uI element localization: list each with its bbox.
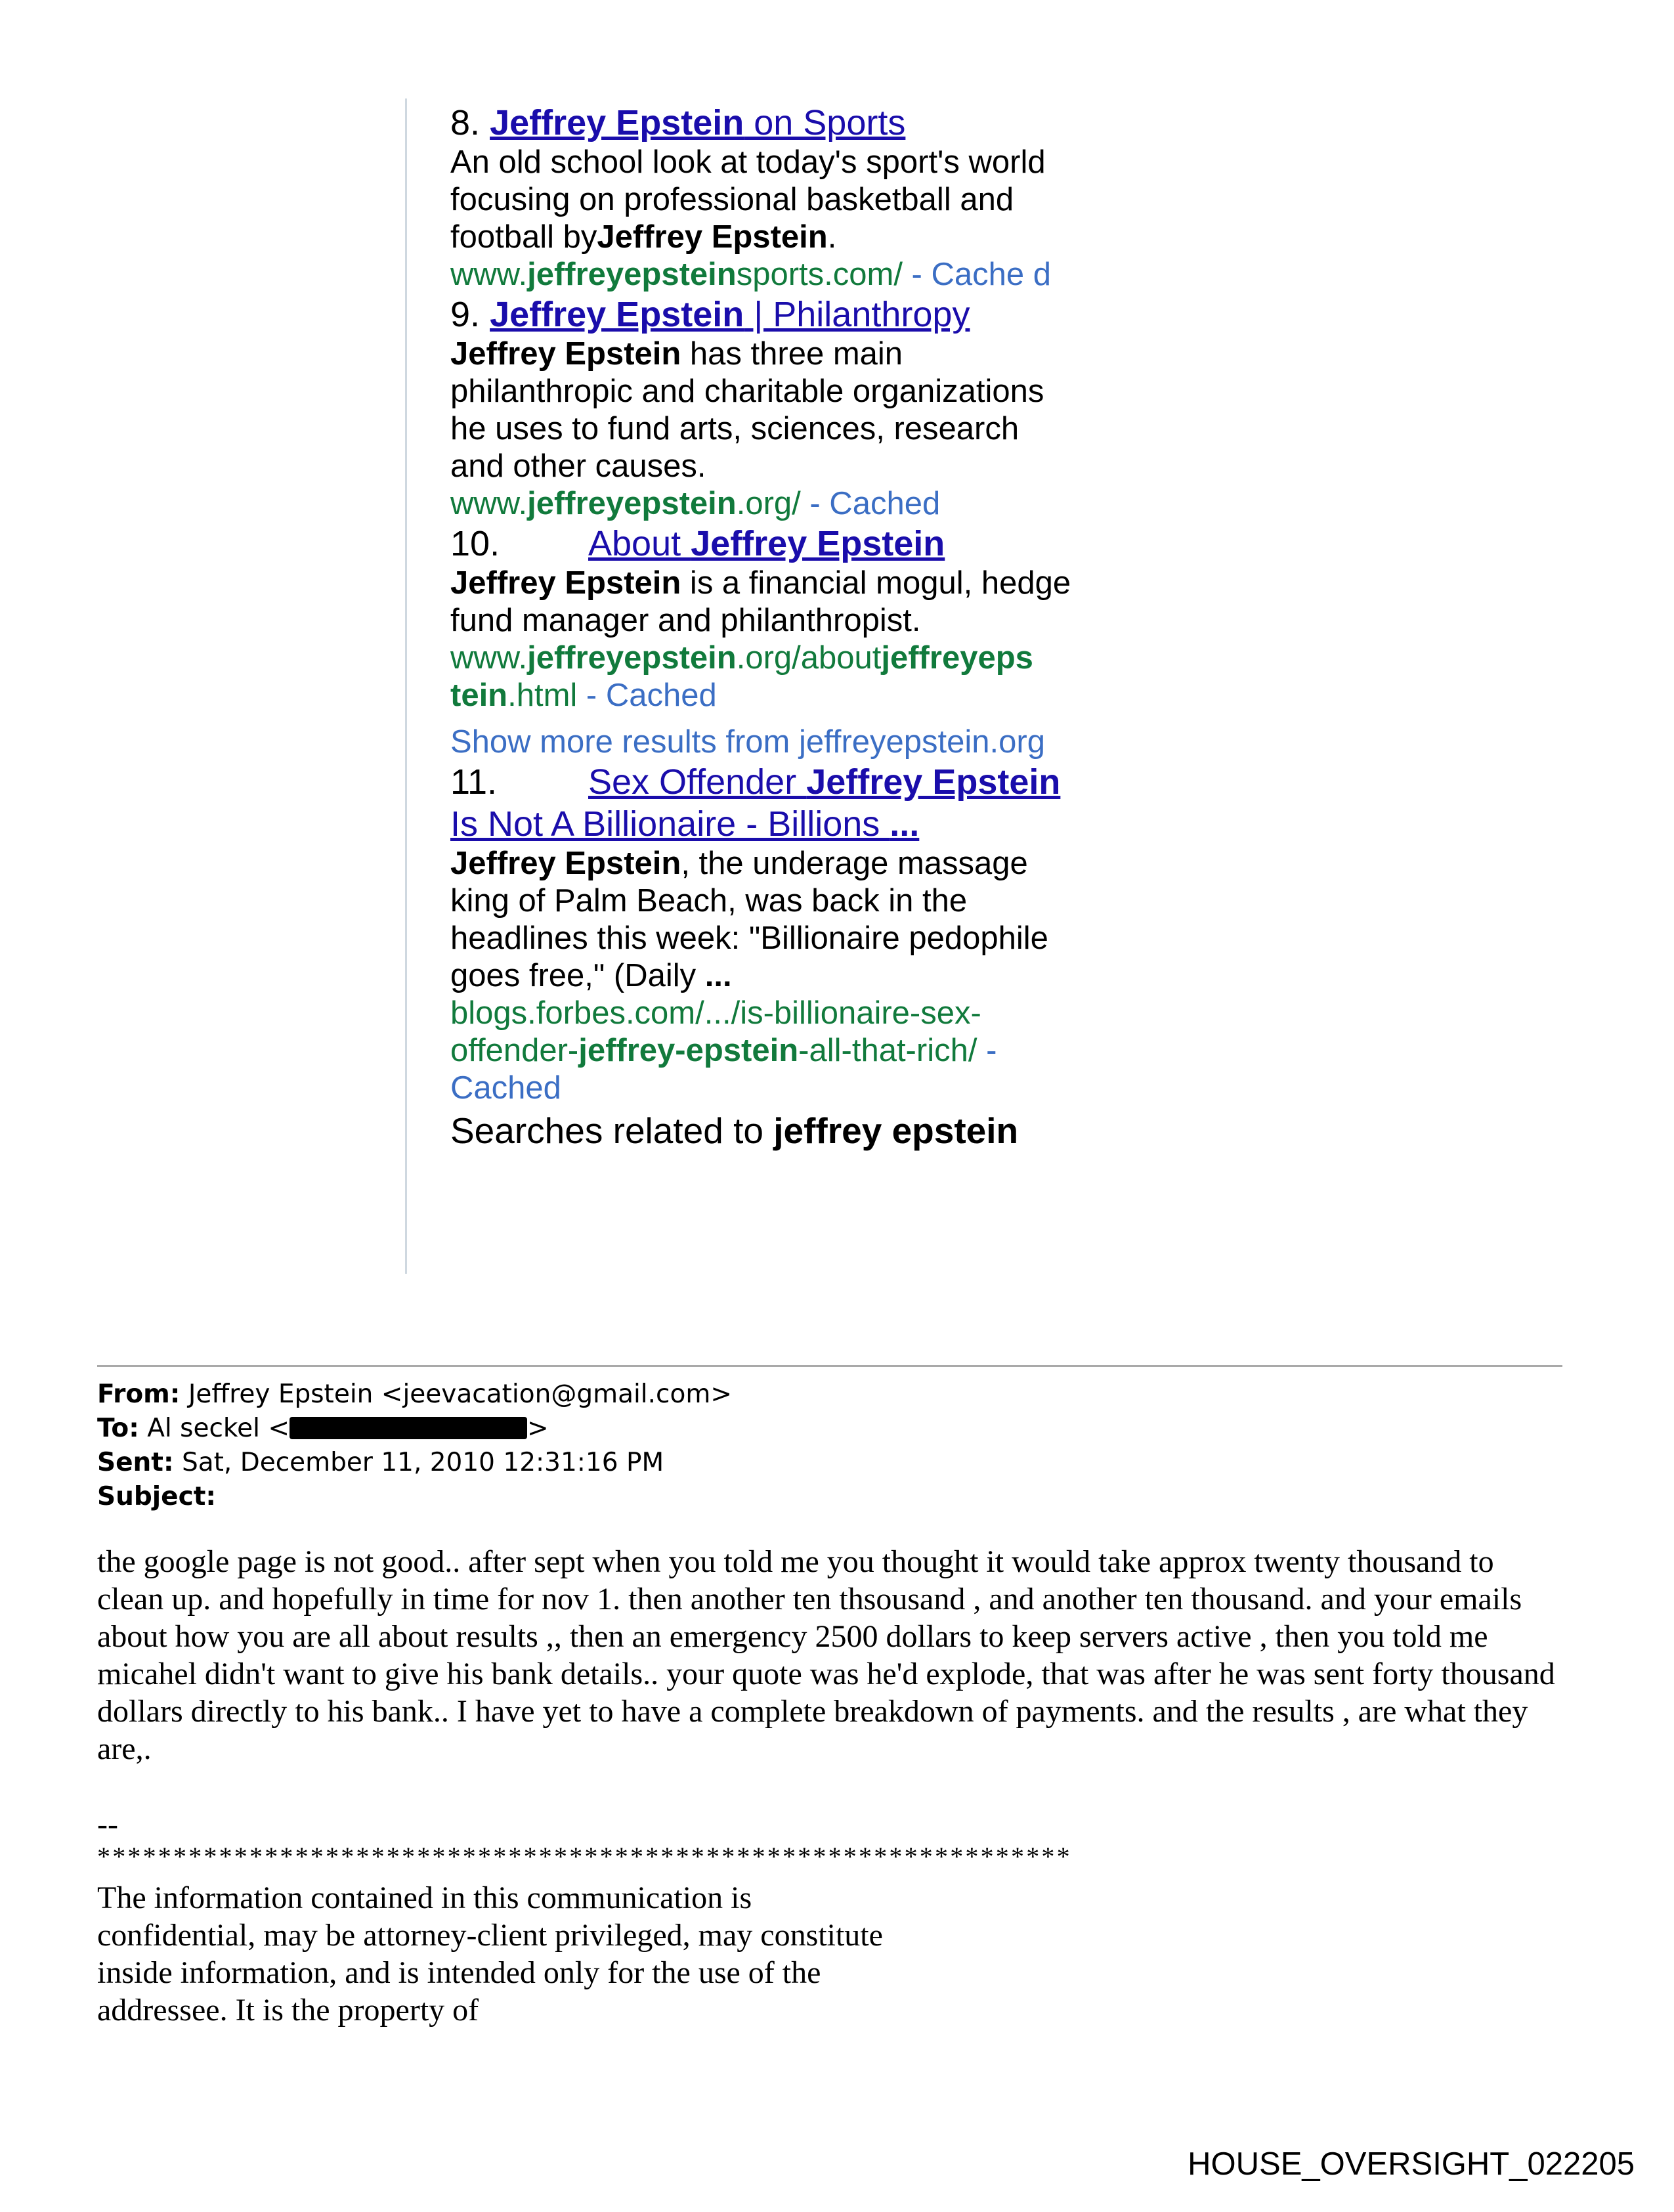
- from-value: Jeffrey Epstein <jeevacation@gmail.com>: [188, 1379, 733, 1409]
- search-result-8: [450, 102, 1081, 293]
- search-result-11: [450, 761, 1081, 1107]
- result-title-link[interactable]: Jeffrey Epstein | Philanthropy: [490, 295, 970, 334]
- confidentiality-disclaimer: The information contained in this communication is confidential, may be attorney-client privileged, may constitute inside information, and is intended only for the use of the addressee. It is the property of: [97, 1880, 883, 2028]
- search-result-9: [450, 293, 1081, 523]
- search-result-10: [450, 523, 1081, 714]
- cached-link[interactable]: - Cached: [450, 1033, 997, 1106]
- result-number: 8.: [450, 103, 481, 142]
- related-searches-heading: Searches related to jeffrey epstein: [450, 1110, 1019, 1151]
- result-number: 11.: [450, 762, 498, 802]
- asterisk-divider: ****************************************************************: [97, 1842, 1072, 1871]
- signature-separator: --: [97, 1807, 118, 1842]
- email-headers: [97, 1377, 732, 1514]
- result-number: 9.: [450, 295, 481, 334]
- subject-row: [97, 1480, 732, 1514]
- cached-link[interactable]: - Cached: [800, 486, 941, 521]
- result-title-link[interactable]: About Jeffrey Epstein: [588, 524, 945, 563]
- redaction-bar: [290, 1417, 527, 1439]
- result-title-link[interactable]: Sex Offender Jeffrey Epstein Is Not A Billionaire - Billions ...: [450, 762, 1061, 844]
- cached-link[interactable]: - Cached: [577, 678, 717, 713]
- search-results-list: [450, 102, 1081, 1152]
- header-divider: [97, 1365, 1562, 1367]
- result-url: www.jeffreyepsteinsports.com/: [450, 257, 903, 292]
- result-url: blogs.forbes.com/.../is-billionaire-sex-offender-jeffrey-epstein-all-that-rich/: [450, 995, 981, 1068]
- result-snippet: Jeffrey Epstein has three main philanthropic and charitable organizations he uses to fund arts, sciences, research and other causes.: [450, 336, 1044, 484]
- to-row: To: Al seckel < >: [97, 1414, 549, 1443]
- from-row: [97, 1377, 732, 1412]
- email-body: the google page is not good.. after sept when you told me you thought it would take approx twenty thousand to clean up. and hopefully in time for nov 1. then another ten thsousand , and another ten thousand. and your emails about how you are all about results ,, then an emergency 2500 dollars to keep servers active , then you told me micahel didn't want to give his bank details.. your quote was he'd explode, that was after he was sent forty thousand dollars directly to his bank.. I have yet to have a complete breakdown of payments. and the results , are what they are,.: [97, 1544, 1555, 1766]
- to-label: To:: [97, 1414, 139, 1443]
- result-snippet: Jeffrey Epstein is a financial mogul, hedge fund manager and philanthropist.: [450, 565, 1071, 638]
- show-more-results-link[interactable]: Show more results from jeffreyepstein.org: [450, 724, 1045, 760]
- result-title-link[interactable]: Jeffrey Epstein on Sports: [490, 103, 906, 142]
- sent-value: Sat, December 11, 2010 12:31:16 PM: [181, 1448, 664, 1477]
- subject-label: Subject:: [97, 1482, 216, 1511]
- sent-label: Sent:: [97, 1448, 174, 1477]
- sent-row: [97, 1446, 732, 1480]
- from-label: From:: [97, 1379, 181, 1409]
- cached-link[interactable]: - Cache d: [902, 257, 1051, 292]
- result-url: www.jeffreyepstein.org/: [450, 486, 801, 521]
- result-url: www.jeffreyepstein.org/aboutjeffreyeps tein.html: [450, 640, 1033, 713]
- document-id: HOUSE_OVERSIGHT_022205: [1188, 2146, 1635, 2182]
- result-snippet: An old school look at today's sport's world focusing on professional basketball and football byJeffrey Epstein.: [450, 144, 1046, 255]
- result-snippet: Jeffrey Epstein, the underage massage king of Palm Beach, was back in the headlines this week: "Billionaire pedophile goes free," (Daily ...: [450, 846, 1048, 993]
- result-number: 10.: [450, 524, 500, 563]
- to-value: Al seckel <: [147, 1414, 290, 1443]
